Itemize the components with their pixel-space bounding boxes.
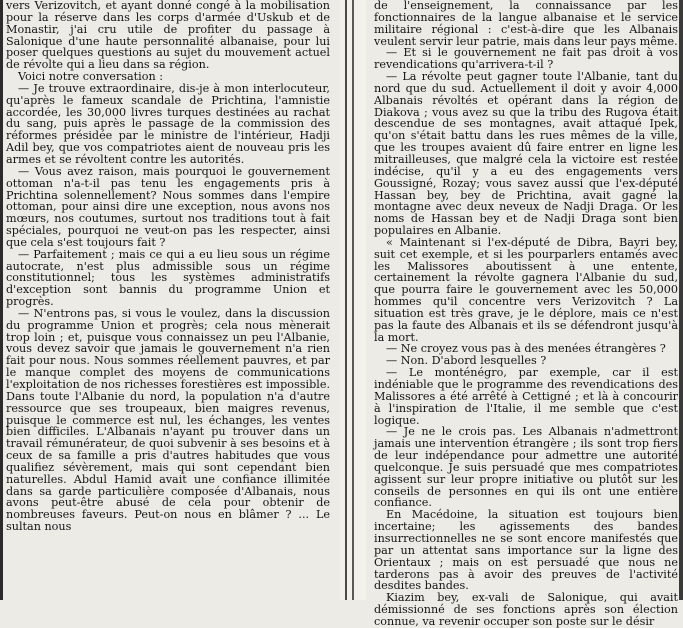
right-column: [374, 0, 678, 628]
paragraph: vers Verizovitch, et ayant donné congé à la mobilisation pour la réserve dans les corps d'armée d'Uskub et de Monastir, j'ai cru utile de profiter du passage à Salonique d'une haute personnalité albanaise, pour lui poser quelques questions au sujet du mouvement actuel de révolte qui a lieu dans sa région.: [6, 0, 330, 72]
paragraph: — Je trouve extraordinaire, dis-je à mon interlocuteur, qu'après le fameux scandale de Prichtina, l'amnistie accordée, les 30,000 livres turques destinées au rachat du sang, puis après le passage de la commission des réformes présidée par le ministre de l'intérieur, Hadji Adil bey, que vos compatriotes aient de nouveau pris les armes et se révoltent contre les autorités.: [6, 81, 330, 166]
paragraph: — Le monténégro, par exemple, car il est indéniable que le programme des revendications des Malissores a été arrêté à Cettigné ; et là à concourir à l'inspiration de l'Italie, il me semble que c'est logique.: [374, 366, 678, 427]
page-edge-right: [679, 0, 683, 600]
paragraph: — Vous avez raison, mais pourquoi le gouvernement ottoman n'a-t-il pas tenu les engagements pris à Prichtina solennellement? Nous sommes dans l'empire ottoman, pour ainsi dire une exception, nous avons nos mœurs, nos coutumes, surtout nos traditions tout à fait spéciales, pourquoi ne veut-on pas les respecter, ainsi que cela s'est toujours fait ?: [6, 164, 330, 249]
paragraph: — N'entrons pas, si vous le voulez, dans la discussion du programme Union et progrès; cela nous mènerait trop loin ; et, puisque vous connaissez un peu l'Albanie, vous devez savoir que jamais le gouvernement n'a rien fait pour nous. Nous sommes réellement pauvres, et par le manque complet des moyens de communications l'exploitation de nos richesses forestières est impossible. Dans toute l'Albanie du nord, la population n'a d'autre ressource que ses troupeaux, bien maigres revenus, puisque le commerce est nul, les échanges, les ventes bien difficiles. L'Albanais n'ayant pu trouver dans un travail rémunérateur, de quoi subvenir à ses besoins et à ceux de sa famille a pris d'autres habitudes que vous qualifiez sévèrement, mais qui sont cependant bien naturelles. Abdul Hamid avait une confiance illimitée dans sa garde particulière composée d'Albanais, nous avons peut-être abusé de cela pour obtenir de nombreuses faveurs. Peut-on nous en blâmer ? ... Le sultan nous: [6, 306, 330, 534]
column-rule: [345, 0, 347, 600]
paragraph: — Parfaitement ; mais ce qui a eu lieu sous un régime autocrate, n'est plus admissible sous un régime constitutionnel; tous les systèmes administratifs d'exception sont bannis du programme Union et progrès.: [6, 247, 330, 309]
column-rule: [352, 0, 354, 600]
paragraph: En Macédoine, la situation est toujours bien incertaine; les agissements des bandes insurrectionnelles ne se sont encore manifestés que par un attentat sans importance sur la ligne des Orientaux ; mais on est persuadé que nous ne tarderons pas à avoir des preuves de l'activité desdites bandes.: [374, 508, 678, 593]
paragraph: — Et si le gouvernement ne fait pas droit à vos revendications qu'arrivera-t-il ?: [374, 46, 678, 72]
page-edge-left: [0, 0, 3, 600]
paragraph: — La révolte peut gagner toute l'Albanie, tant du nord que du sud. Actuellement il doit y avoir 4,000 Albanais révoltés et opérant dans la région de Diakova ; vous avez su que la tribu des Rugova était descendue de ses montagnes, avait attaqué Ipek, qu'on s'était battu dans les rues mêmes de la ville, que les troupes avaient dû faire entrer en ligne les mitrailleuses, que malgré cela la victoire est restée indécise, qu'il y a eu des engagements vers Goussigné, Rozay; vous savez aussi que l'ex-député Hassan bey, bey de Prichtina, avait gagné la montagne avec deux neveux de Nadji Draga. Or les noms de Hassan bey et de Nadji Draga sont bien populaires en Albanie.: [374, 70, 678, 238]
paragraph: Voici notre conversation :: [18, 70, 163, 84]
left-column: [6, 0, 330, 600]
paragraph: — Je ne le crois pas. Les Albanais n'admettront jamais une intervention étrangère ; ils sont trop fiers de leur indépendance pour admettre une autorité quelconque. Je suis persuadé que mes compatriotes agissent sur leur propre initiative ou plutôt sur les conseils de personnes en qui ils ont une entière confiance.: [374, 425, 678, 510]
paragraph: « Maintenant si l'ex-député de Dibra, Bayri bey, suit cet exemple, et si les pourparlers entamés avec les Malissores aboutissent à une entente, certainement la révolte gagnera l'Albanie du sud, que pourra faire le gouvernement avec les 50,000 hommes qu'il concentre vers Verizovitch ? La situation est très grave, je le déplore, mais ce n'est pas la faute des Albanais et ils se défendront jusqu'à la mort.: [374, 235, 678, 344]
paragraph: Kiazim bey, ex-vali de Salonique, qui avait démissionné de ses fonctions après son élection connue, va revenir occuper son poste sur le désir: [374, 591, 678, 628]
paragraph: de l'enseignement, la connaissance par les fonctionnaires de la langue albanaise et le service militaire régional : c'est-à-dire que les Albanais veulent servir leur patrie, mais dans leur pays même.: [374, 0, 678, 48]
paragraph: — Ne croyez vous pas à des menées étrangères ?: [386, 342, 666, 356]
paragraph: — Non. D'abord lesquelles ?: [386, 354, 547, 368]
